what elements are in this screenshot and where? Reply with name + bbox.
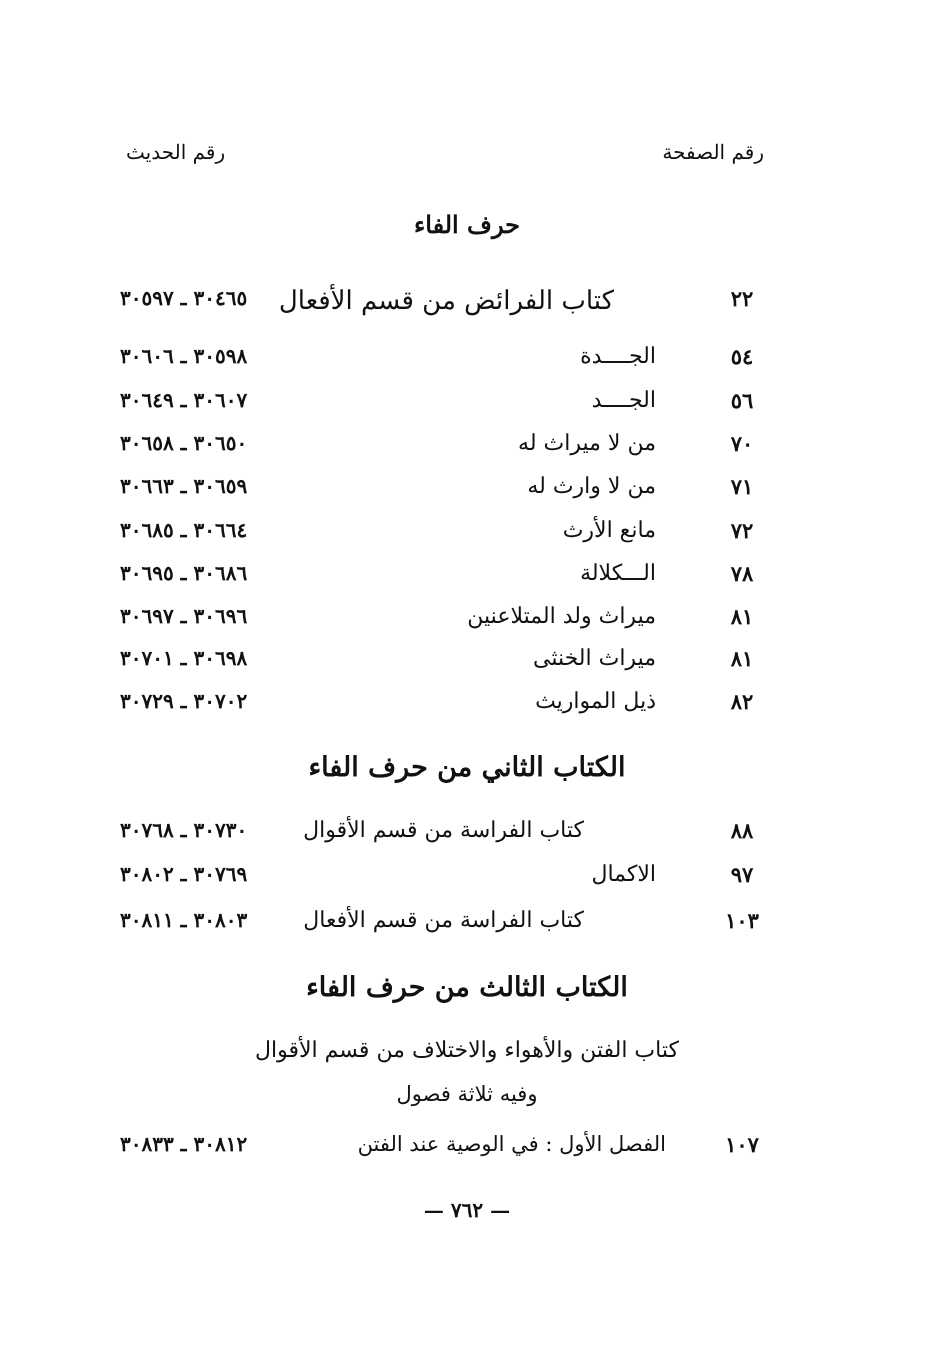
index-row [0,286,934,326]
row-title: كتاب الفرائض من قسم الأفعال [278,286,614,316]
index-row [0,646,934,686]
row-title: ميراث الخنثى [532,646,656,671]
row-title: الاكمال [591,862,656,887]
row-title: الفصل الأول : في الوصية عند الفتن [357,1132,666,1156]
row-page-number: ٥٤ [730,344,754,369]
row-page-number: ٩٧ [730,862,754,887]
row-hadith-range: ٣٠٨١٢ ـ ٣٠٨٣٣ [120,1132,248,1156]
row-title: من لا ميراث له [518,431,656,456]
index-row [0,388,934,428]
index-row [0,818,934,858]
subheading-chapters-note: وفيه ثلاثة فصول [396,1082,538,1106]
index-row [0,561,934,601]
index-row [0,431,934,471]
index-row [0,474,934,514]
index-row [0,1132,934,1172]
row-page-number: ٧٠ [730,431,754,456]
row-hadith-range: ٣٠٦٥٩ ـ ٣٠٦٦٣ [120,474,248,498]
index-row [0,604,934,644]
row-hadith-range: ٣٠٧٠٢ ـ ٣٠٧٢٩ [120,689,248,713]
row-page-number: ٢٢ [730,286,754,311]
index-row [0,518,934,558]
row-title: من لا وارث له [527,474,656,499]
row-hadith-range: ٣٠٧٣٠ ـ ٣٠٧٦٨ [120,818,248,842]
row-hadith-range: ٣٠٦٨٦ ـ ٣٠٦٩٥ [120,561,248,585]
row-page-number: ٨٨ [730,818,754,843]
subheading-book-title: كتاب الفتن والأهواء والاختلاف من قسم الأقوال [255,1038,679,1063]
row-page-number: ٧٢ [730,518,754,543]
row-page-number: ٧٨ [730,561,754,586]
row-title: الجــــد [591,388,656,413]
row-title: الـــكلالة [580,561,656,586]
row-hadith-range: ٣٠٦٩٨ ـ ٣٠٧٠١ [120,646,248,670]
footer-page-number: — ٧٦٢ — [423,1198,511,1222]
index-row [0,689,934,729]
hadith-number-column-header: رقم الحديث [126,140,226,164]
index-row [0,344,934,384]
row-title: الجــــدة [580,344,656,369]
page-number-column-header: رقم الصفحة [662,140,764,164]
index-row [0,862,934,902]
row-page-number: ١٠٣ [725,908,759,933]
row-hadith-range: ٣٠٦٠٧ ـ ٣٠٦٤٩ [120,388,248,412]
row-hadith-range: ٣٠٤٦٥ ـ ٣٠٥٩٧ [120,286,248,310]
row-hadith-range: ٣٠٦٦٤ ـ ٣٠٦٨٥ [120,518,248,542]
row-page-number: ٨٢ [730,689,754,714]
section-title: الكتاب الثالث من حرف الفاء [306,972,628,1003]
index-row [0,908,934,948]
row-hadith-range: ٣٠٦٩٦ ـ ٣٠٦٩٧ [120,604,248,628]
row-hadith-range: ٣٠٧٦٩ ـ ٣٠٨٠٢ [120,862,248,886]
row-title: ذيل المواريث [535,689,656,714]
row-page-number: ٥٦ [730,388,754,413]
row-page-number: ٧١ [730,474,754,499]
row-title: كتاب الفراسة من قسم الأفعال [303,908,584,933]
row-hadith-range: ٣٠٥٩٨ ـ ٣٠٦٠٦ [120,344,248,368]
row-hadith-range: ٣٠٦٥٠ ـ ٣٠٦٥٨ [120,431,248,455]
row-title: كتاب الفراسة من قسم الأقوال [303,818,584,843]
row-title: مانع الأرث [562,518,656,543]
row-page-number: ٨١ [730,646,754,671]
row-title: ميراث ولد المتلاعنين [467,604,656,629]
section-title: حرف الفاء [413,210,521,239]
row-page-number: ١٠٧ [725,1132,759,1157]
section-title: الكتاب الثاني من حرف الفاء [308,752,626,783]
row-page-number: ٨١ [730,604,754,629]
row-hadith-range: ٣٠٨٠٣ ـ ٣٠٨١١ [120,908,248,932]
